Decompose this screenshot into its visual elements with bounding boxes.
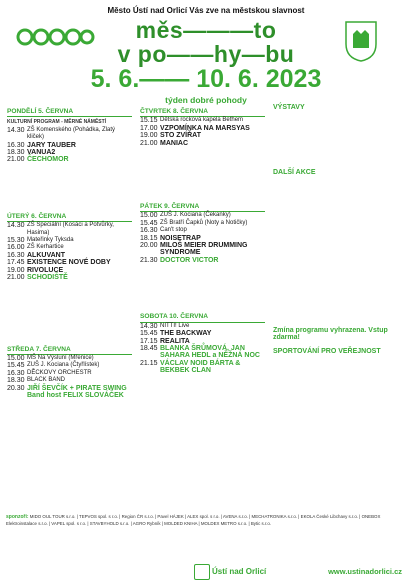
program-column-1 bbox=[7, 104, 132, 399]
day-heading: PÁTEK 9. ČERVNA bbox=[140, 203, 265, 212]
section-label: KULTURNÍ PROGRAM - MĚRNÉ NÁMĚSTÍ bbox=[7, 119, 107, 126]
day-heading: STŘEDA 7. ČERVNA bbox=[7, 346, 132, 355]
program-row: 16.00 ZŠ Kerhartice bbox=[7, 244, 64, 252]
program-row: 14.30 ZŠ Komenského (Pohádka, Zlatý kliček) bbox=[7, 126, 116, 141]
program-row: 21.30 DOCTOR VICTOR bbox=[140, 256, 219, 264]
program-row: 15.15 Dětská rocková kapela Bethem bbox=[140, 117, 244, 125]
day-heading: SOBOTA 10. ČERVNA bbox=[140, 313, 265, 322]
program-row: 19.00 RIVOLUCE bbox=[7, 266, 64, 274]
program-row: 15.00 ZUŠ J. Kociana (Čekanky) bbox=[140, 212, 231, 220]
program-row: 18.30 VANUA2 bbox=[7, 149, 56, 157]
other-events-heading: DALŠÍ AKCE bbox=[273, 169, 316, 177]
program-row: 21.00 SCHODIŠTĚ bbox=[7, 274, 68, 282]
program-row: 20.00 MILOŠ MEIER DRUMMING SYNDROME bbox=[140, 242, 248, 257]
program-row: 19.00 STO ZVÍŘAT bbox=[140, 132, 201, 140]
sponsors-text: MIDO OUL TOUR s.r.o. | TEPVOS spol. s r.o. | Region ČR s.r.o. | Pavel HÁJEK | ALEX spol. s r.o. | AVENA s.r.o. | MECHATRONIKA s.r.o. | EKOLA České Libchavy s.r.o. | ONEBOX Elektroinstalace s.r.o. | VAPEL spol. s r.o. | STAVBYHOLD s.r.o. | AGRO Rybník | MOLDED KNIHA | MOLDEX METRO s.r.o. | Bytic s.r.o. bbox=[6, 514, 381, 526]
program-row: 17.45 EXISTENCE NOVÉ DOBY bbox=[7, 259, 111, 267]
program-row: 16.30 DĚCKOVY ORCHESTR bbox=[7, 369, 92, 377]
program-row: 16.30 Can't stop bbox=[140, 227, 187, 235]
subtitle: týden dobré pohody bbox=[165, 95, 247, 105]
program-row: 16.30 ALKUVANT bbox=[7, 251, 65, 259]
program-row: 17.15 REALITA bbox=[140, 337, 190, 345]
contact-note: Zmína programu vyhrazena. Vstup zdarma! bbox=[273, 326, 388, 342]
program-row: 18.15 NOISETRAP bbox=[140, 234, 201, 242]
program-row: 21.00 MANIAC bbox=[140, 139, 188, 147]
title-line-2: v po——hy—bu bbox=[117, 41, 295, 67]
exhibitions-heading: VÝSTAVY bbox=[273, 104, 305, 111]
day-heading: PONDĚLÍ 5. ČERVNA bbox=[7, 108, 132, 117]
program-row: 21.15 VÁCLAV NOID BÁRTA & BEKBEK CLAN bbox=[140, 359, 241, 375]
program-row: 15.00 MŠ Na Výsluní (Mřenice) bbox=[7, 354, 94, 362]
sponsors bbox=[6, 514, 406, 526]
program-row: 20.30 JIŘÍ ŠEVČÍK + PIRATE SWING Band host FELIX SLOVÁČEK bbox=[7, 384, 127, 399]
town-name: Ústí nad Orlicí bbox=[212, 567, 267, 576]
festival-dates: 5. 6.—— 10. 6. 2023 bbox=[90, 65, 322, 93]
title-line-1: měs———to bbox=[135, 17, 277, 43]
website-link[interactable]: www.ustinadorlici.cz bbox=[328, 567, 402, 576]
hero bbox=[0, 18, 412, 105]
program-row: 15.45 THE BACKWAY bbox=[140, 330, 212, 338]
program-row: 21.00 ČECHOMOR bbox=[7, 156, 69, 164]
info-column bbox=[273, 104, 406, 355]
program-row: 15.45 ZŠ Bratří Čapků (Noty a Notičky) bbox=[140, 219, 248, 227]
day-heading: ÚTERÝ 6. ČERVNA bbox=[7, 213, 132, 222]
invitation-text: Město Ústí nad Orlicí Vás zve na městskou slavnost bbox=[107, 6, 305, 15]
bottom-bar bbox=[0, 561, 412, 582]
program-row: 15.45 ZUŠ J. Kociana (Čtyřlístek) bbox=[7, 362, 100, 370]
program-row: 17.00 VZPOMÍNKA NA MARSYAS bbox=[140, 124, 250, 132]
town-seal-icon bbox=[194, 564, 210, 580]
program-column-2 bbox=[140, 104, 265, 375]
program-row: 18.45 BLANKA ŠRŮMOVÁ, JAN SAHARA HEDL a NĚŽNÁ NOC bbox=[140, 344, 260, 360]
sports-heading: SPORTOVÁNÍ PRO VEŘEJNOST bbox=[273, 347, 381, 355]
program-row: 14.30 NITTI! Live bbox=[140, 322, 190, 330]
day-heading: ČTVRTEK 8. ČERVNA bbox=[140, 108, 265, 117]
program-row: 14.30 ZŠ Speciální (Kosáci a Potvůrky, Hasima) bbox=[7, 222, 114, 236]
program-row: 15.30 Mateřinky Tyksda bbox=[7, 237, 74, 245]
sponsors-label: sponzoři: bbox=[6, 514, 29, 520]
program-row: 16.30 JARY TAUBER bbox=[7, 141, 76, 149]
program-row: 18.30 BLACK BAND bbox=[7, 377, 66, 385]
